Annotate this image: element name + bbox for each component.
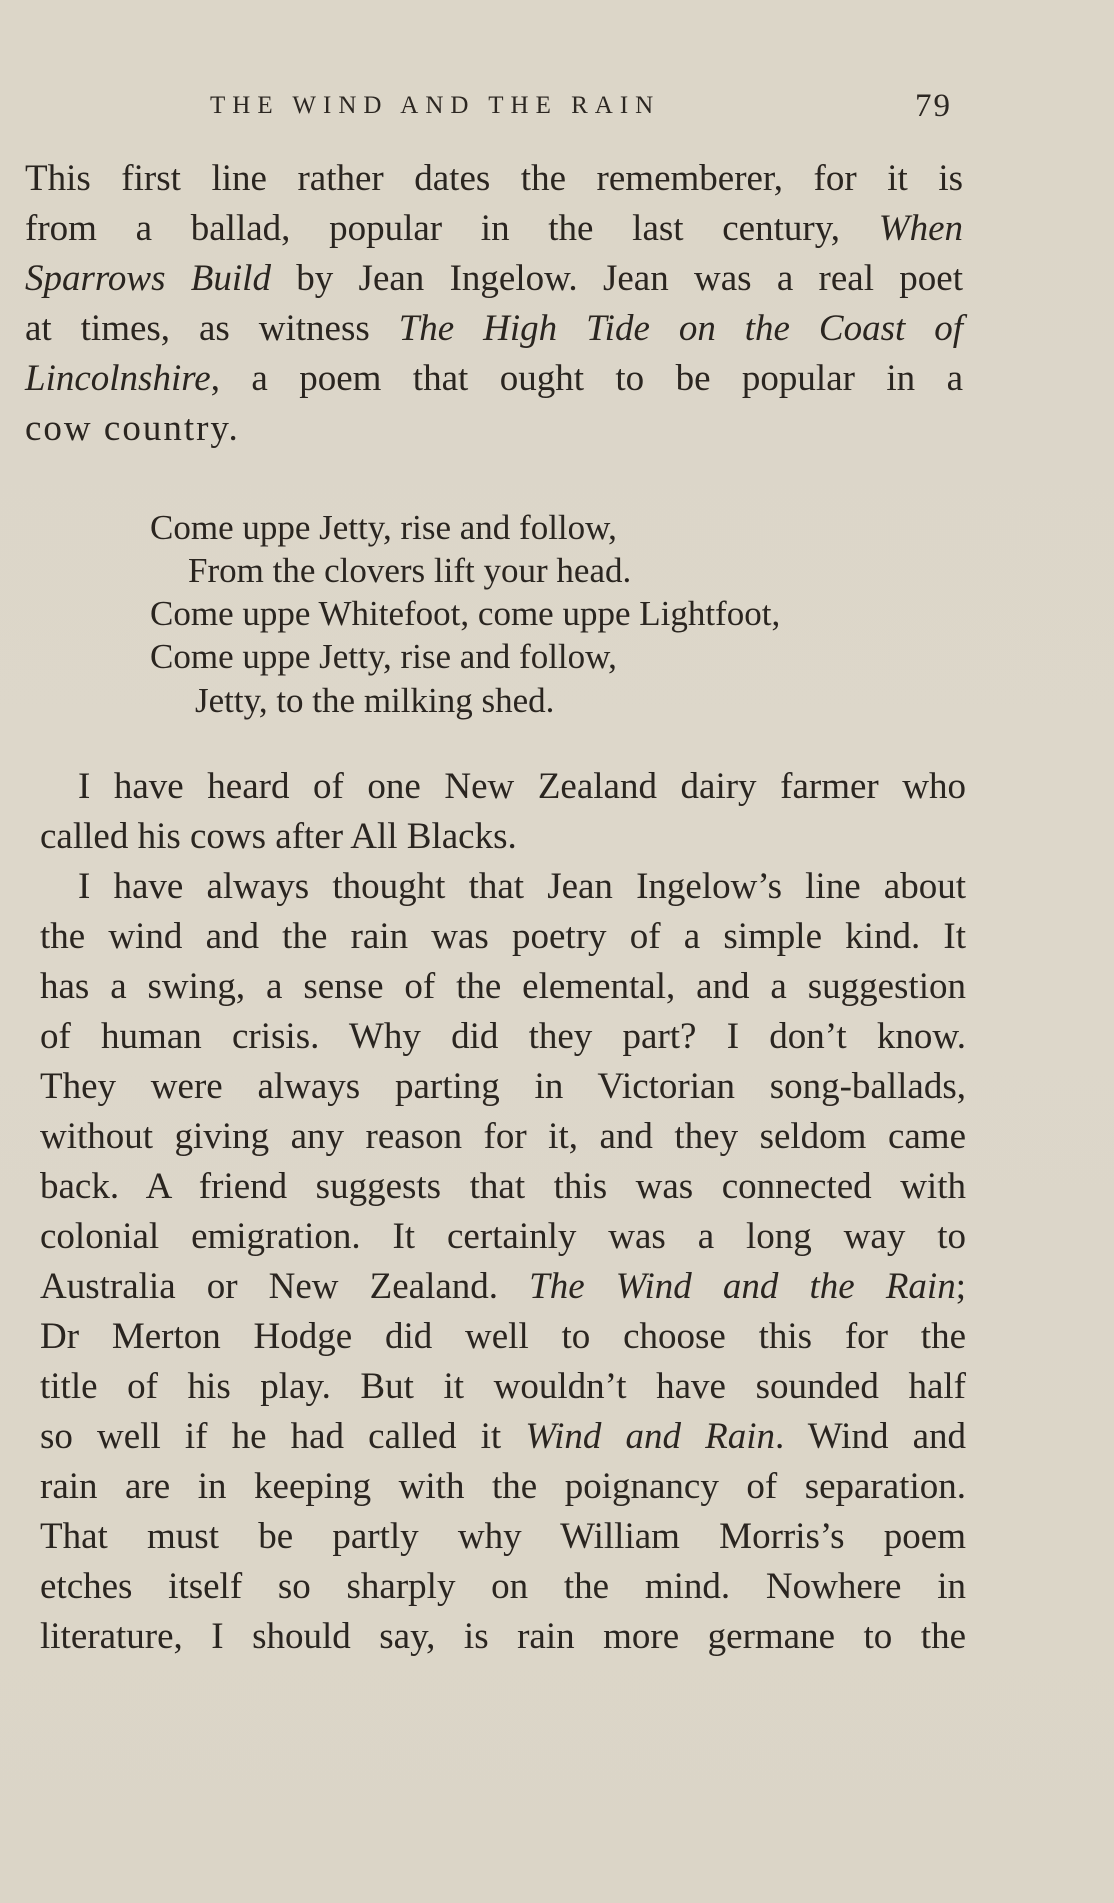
text-segment: called his cows after All Blacks. (40, 816, 517, 857)
text-segment: of human crisis. Why did they part? I don’t know. (40, 1016, 966, 1057)
text-line (25, 310, 963, 347)
text-segment: cow country. (25, 408, 240, 449)
text-line (25, 410, 240, 447)
text-segment: I have heard of one New Zealand dairy farmer who (78, 766, 966, 807)
text-line (40, 1268, 966, 1305)
text-line (25, 360, 963, 397)
poem-line: Jetty, to the milking shed. (195, 681, 555, 720)
italic-title: Lincolnshire (25, 358, 211, 399)
text-segment: . Wind and (775, 1416, 966, 1457)
text-segment: at times, as witness (25, 308, 399, 349)
text-segment: back. A friend suggests that this was connected with (40, 1166, 966, 1207)
text-line (40, 1318, 966, 1355)
text-segment: by Jean Ingelow. Jean was a real poet (270, 258, 963, 299)
text-segment: from a ballad, popular in the last century, (25, 208, 879, 249)
poem-line: Come uppe Whitefoot, come uppe Lightfoot, (150, 594, 781, 633)
text-segment: Australia or New Zealand. (40, 1266, 530, 1307)
text-segment: rain are in keeping with the poignancy of separation. (40, 1466, 966, 1507)
text-line (40, 1018, 966, 1055)
text-segment: They were always parting in Victorian song-ballads, (40, 1066, 966, 1107)
text-segment: etches itself so sharply on the mind. Nowhere in (40, 1566, 966, 1607)
text-line (40, 968, 966, 1005)
text-segment: , a poem that ought to be popular in a (210, 358, 963, 399)
running-head-title: THE WIND AND THE RAIN (210, 92, 661, 119)
text-segment: Dr Merton Hodge did well to choose this for the (40, 1316, 966, 1357)
text-segment: colonial emigration. It certainly was a long way to (40, 1216, 966, 1257)
text-segment: That must be partly why William Morris’s poem (40, 1516, 966, 1557)
text-line (40, 1418, 966, 1455)
text-segment: has a swing, a sense of the elemental, and a suggestion (40, 966, 966, 1007)
text-line (40, 1568, 966, 1605)
text-line (40, 918, 966, 955)
italic-title: When (878, 208, 963, 249)
text-segment: so well if he had called it (40, 1416, 526, 1457)
text-line (25, 210, 963, 247)
text-segment: literature, I should say, is rain more germane to the (40, 1616, 966, 1657)
text-line (78, 868, 966, 905)
text-segment: the wind and the rain was poetry of a simple kind. It (40, 916, 966, 957)
text-line (40, 1218, 966, 1255)
text-line (25, 160, 963, 197)
text-line (40, 1168, 966, 1205)
text-segment: ; (955, 1266, 966, 1307)
text-line (40, 1618, 966, 1655)
poem-line: From the clovers lift your head. (188, 551, 632, 590)
text-segment: title of his play. But it wouldn’t have sounded half (40, 1366, 966, 1407)
text-line (25, 260, 963, 297)
text-segment: This first line rather dates the rememberer, for it is (25, 158, 963, 199)
text-line (40, 1518, 966, 1555)
text-segment: without giving any reason for it, and they seldom came (40, 1116, 966, 1157)
italic-title: Sparrows Build (25, 258, 271, 299)
page-number: 79 (915, 88, 952, 124)
poem-line: Come uppe Jetty, rise and follow, (150, 637, 617, 676)
text-line (40, 818, 517, 855)
text-segment: I have always thought that Jean Ingelow’s line about (78, 866, 966, 907)
text-line (78, 768, 966, 805)
italic-title: The Wind and the Rain (529, 1266, 956, 1307)
poem-line: Come uppe Jetty, rise and follow, (150, 508, 617, 547)
italic-title: Wind and Rain (525, 1416, 776, 1457)
text-line (40, 1368, 966, 1405)
text-line (40, 1118, 966, 1155)
text-line (40, 1068, 966, 1105)
italic-title: The High Tide on the Coast of (398, 308, 964, 349)
text-line (40, 1468, 966, 1505)
